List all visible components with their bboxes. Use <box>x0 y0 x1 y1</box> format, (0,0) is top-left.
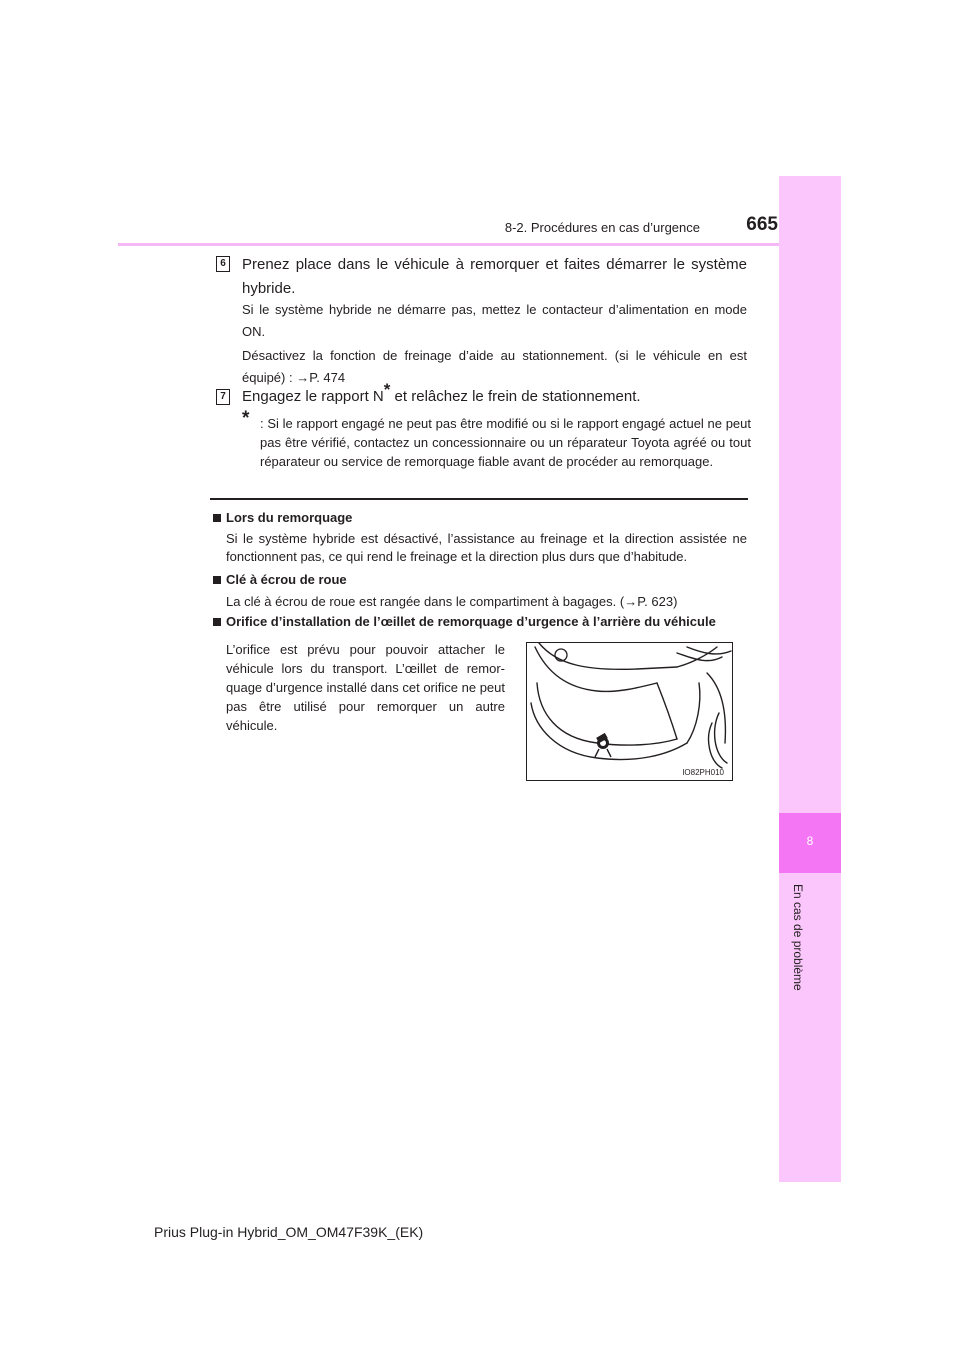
vehicle-rear-drawing <box>527 643 732 780</box>
chapter-side-tab <box>779 176 841 1182</box>
info-item-title: Orifice d’installation de l’œillet de remorquage d’urgence à l’arrière du véhicule <box>226 614 716 629</box>
footnote-text: : Si le rapport engagé ne peut pas être modifié ou si le rapport engagé actuel ne peut pas être vérifié, contactez un concessionnaire ou un réparateur Toyota agréé ou tout réparateur ou service de remorquage fiable avant de procéder au remorquage. <box>260 416 751 469</box>
step-title: Prenez place dans le véhicule à remorquer et faites démarrer le système hybride. <box>242 256 747 297</box>
tow-eye-illustration <box>526 642 733 781</box>
info-item-body: Si le système hybride est désactivé, l’assistance au freinage et la direction assistée ne fonctionnent pas, ce qui rend le freinage et la direction plus durs que d’habitude. <box>226 531 747 564</box>
tow-eye-icon <box>595 733 611 757</box>
step-paragraph: Désactivez la fonction de freinage d’aide au stationnement. (si le véhicule en est équipé) : →P. 474 <box>242 348 747 385</box>
square-bullet-icon <box>213 514 221 522</box>
step-title <box>242 380 747 409</box>
header-rule <box>118 243 841 246</box>
page-number: 665 <box>746 214 778 235</box>
footnote-marker: * <box>383 380 391 399</box>
section-divider <box>210 498 748 500</box>
step-number-box: 7 <box>216 389 230 405</box>
step-number-box: 6 <box>216 256 230 272</box>
info-item-body: La clé à écrou de roue est rangée dans le compartiment à bagages. (→P. 623) <box>226 594 678 609</box>
info-item-title: Clé à écrou de roue <box>226 572 347 587</box>
info-item-body: L’orifice est prévu pour pouvoir attacher le véhicule lors du transport. L’œillet de remor-quage d’urgence installé dans cet orifice ne peut pas être utilisé pour remorquer un autre véhicule. <box>226 642 505 733</box>
section-title: 8-2. Procédures en cas d’urgence <box>504 220 700 235</box>
square-bullet-icon <box>213 618 221 626</box>
document-id: Prius Plug-in Hybrid_OM_OM47F39K_(EK) <box>154 1224 424 1240</box>
chapter-label: En cas de problème <box>791 884 805 991</box>
step-title-end: et relâchez le frein de stationnement. <box>390 388 641 405</box>
info-item-title: Lors du remorquage <box>226 510 353 525</box>
figure-code: IO82PH010 <box>682 768 724 777</box>
square-bullet-icon <box>213 576 221 584</box>
chapter-number: 8 <box>806 834 814 848</box>
step-paragraph: Si le système hybride ne démarre pas, mettez le contacteur d’alimentation en mode ON. <box>242 302 747 339</box>
footnote-star: * <box>242 408 250 429</box>
step-title-start: Engagez le rapport N <box>242 388 384 405</box>
